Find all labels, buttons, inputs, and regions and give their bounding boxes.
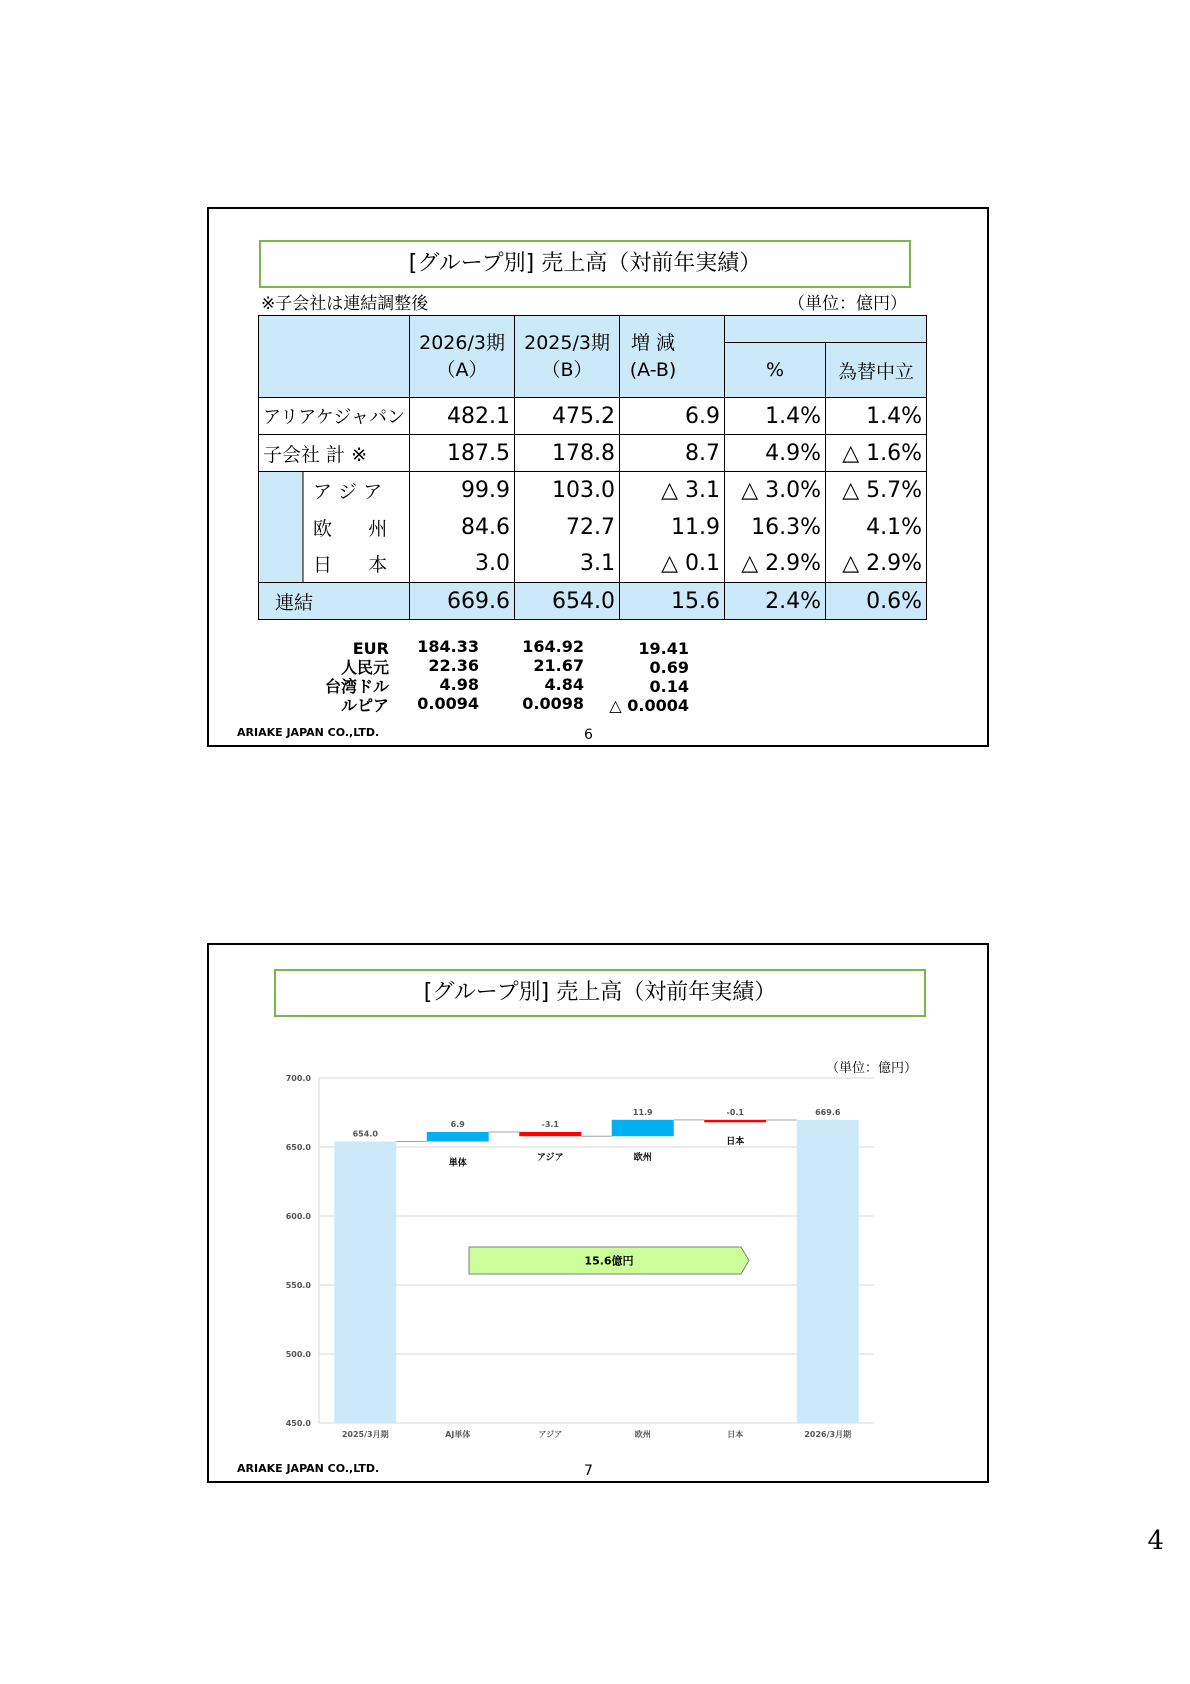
header-pct: %: [725, 343, 826, 398]
waterfall-chart: [209, 945, 989, 1483]
fx-rates-diff: 19.41 0.69 0.14 △ 0.0004: [609, 639, 689, 715]
header-fx-neutral: 為替中立: [826, 343, 927, 398]
bar-label: アジア: [536, 1153, 564, 1164]
row-label: アリアケジャパン: [259, 398, 410, 435]
document-page-number: 4: [1147, 1526, 1164, 1556]
note-left: ※子会社は連結調整後: [261, 294, 429, 314]
slide-6: [207, 207, 989, 747]
slide-page-number: 6: [584, 727, 593, 743]
header-blank: [259, 316, 410, 398]
header-col-b: 2025/3期 （B）: [515, 316, 620, 398]
company-footer: ARIAKE JAPAN CO.,LTD.: [237, 1462, 380, 1475]
sales-by-group-table: [258, 315, 927, 620]
note-unit: （単位：億円）: [788, 294, 907, 314]
row-label: ア ジ ア: [313, 480, 383, 503]
header-col-a: 2026/3期 （A）: [410, 316, 515, 398]
x-tick-label: 2026/3月期: [804, 1430, 852, 1439]
slide-7: [207, 943, 989, 1483]
data-label: -3.1: [541, 1119, 559, 1129]
y-tick-label: 650.0: [285, 1143, 311, 1152]
bar: [797, 1120, 859, 1423]
x-tick-label: アジア: [538, 1430, 563, 1439]
data-label: 654.0: [352, 1129, 378, 1139]
bar-label: 日本: [726, 1136, 745, 1147]
y-tick-label: 450.0: [285, 1419, 311, 1428]
bar-label: 欧州: [633, 1153, 652, 1164]
row-label: 欧 州: [313, 517, 388, 540]
table-row: 日 本 3.0 3.1 △ 0.1 △ 2.9% △ 2.9%: [259, 546, 927, 583]
slide-title: [グループ別] 売上高（対前年実績）: [259, 240, 911, 288]
header-diff: 増 減 (A-B): [620, 316, 725, 398]
slide-title: [グループ別] 売上高（対前年実績）: [274, 969, 926, 1017]
data-label: -0.1: [726, 1107, 744, 1117]
y-tick-label: 700.0: [285, 1074, 311, 1083]
table-row: 子会社 計 ※ 187.5 178.8 8.7 4.9% △ 1.6%: [259, 435, 927, 472]
y-tick-label: 600.0: [285, 1212, 311, 1221]
bar: [704, 1120, 766, 1123]
total-change-label: 15.6億円: [584, 1254, 634, 1268]
x-tick-label: 2025/3月期: [341, 1430, 389, 1439]
y-tick-label: 500.0: [285, 1350, 311, 1359]
fx-rates-b: 164.92 21.67 4.84 0.0098: [522, 637, 584, 713]
row-label: 子会社 計 ※: [259, 435, 410, 472]
bar: [334, 1141, 396, 1423]
fx-rates-a: 184.33 22.36 4.98 0.0094: [417, 637, 479, 713]
slide-page-number: 7: [584, 1463, 593, 1479]
bar: [427, 1132, 489, 1142]
table-row: アリアケジャパン 482.1 475.2 6.9 1.4% 1.4%: [259, 398, 927, 435]
table-row-total: 連結 669.6 654.0 15.6 2.4% 0.6%: [259, 583, 927, 620]
data-label: 11.9: [632, 1107, 653, 1117]
fx-labels: EUR 人民元 台湾ドル ルピア: [324, 639, 389, 715]
table-row: ア ジ ア 99.9 103.0 △ 3.1 △ 3.0% △ 5.7%: [259, 472, 927, 509]
table-row: 欧 州 84.6 72.7 11.9 16.3% 4.1%: [259, 509, 927, 546]
x-tick-label: 日本: [727, 1430, 744, 1439]
x-tick-label: 欧州: [634, 1430, 651, 1439]
data-label: 669.6: [815, 1107, 841, 1117]
bar-label: 単体: [448, 1158, 467, 1169]
data-label: 6.9: [450, 1119, 465, 1129]
row-label: 日 本: [313, 554, 388, 577]
x-tick-label: AJ単体: [445, 1430, 471, 1439]
bar: [519, 1132, 581, 1136]
bar: [612, 1120, 674, 1136]
company-footer: ARIAKE JAPAN CO.,LTD.: [237, 726, 380, 739]
row-label: 連結: [259, 583, 410, 620]
chart-unit: （単位：億円）: [825, 1061, 917, 1076]
y-tick-label: 550.0: [285, 1281, 311, 1290]
